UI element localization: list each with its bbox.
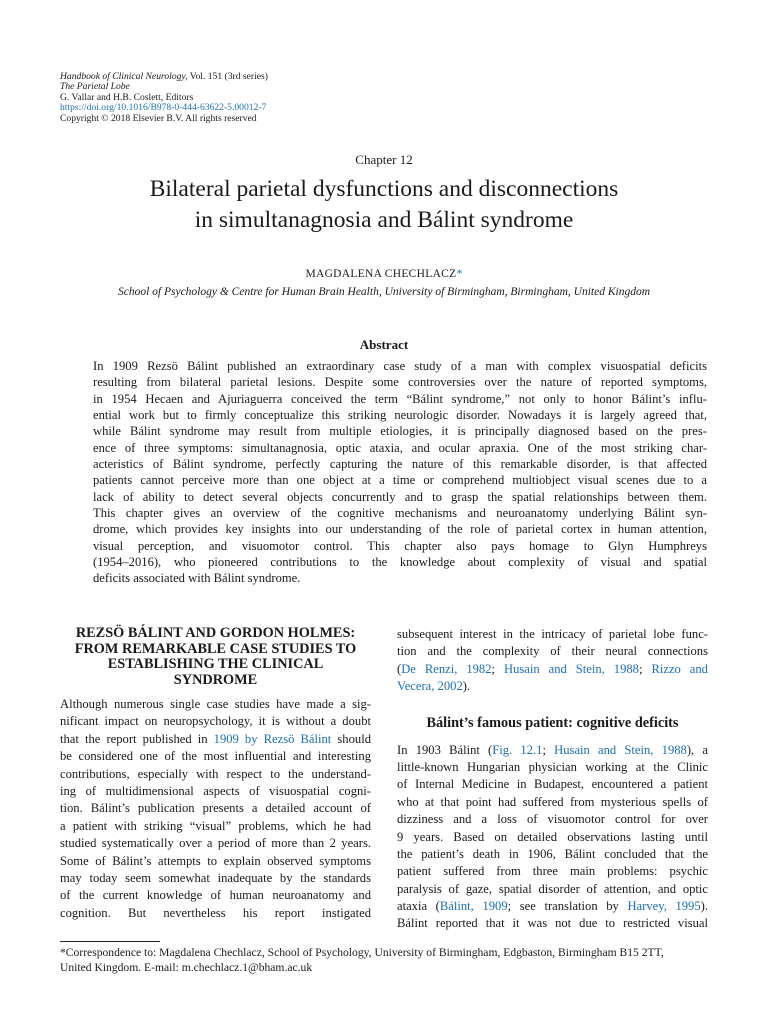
title-line: in simultanagnosia and Bálint syndrome	[194, 207, 574, 233]
abstract-line: drome, which provides key insights into our understanding of the role of parietal cortex in human attention,	[93, 522, 707, 537]
body-text: ;	[638, 661, 652, 676]
body-line: tion and the complexity of their neural connections	[397, 644, 708, 659]
chapter-number: Chapter 12	[355, 152, 413, 167]
abstract-body	[93, 358, 707, 587]
body-line: may today seem somewhat inadequate by the standards	[60, 870, 371, 885]
body-line: contributions, especially with respect to the understand-	[60, 766, 371, 781]
body-line: tion. Bálint’s publication presents a detailed account of	[60, 801, 371, 816]
abstract-line: This chapter gives an overview of the cognitive mechanisms and neuroanatomy underlying Bálint syn-	[93, 506, 707, 521]
section-heading-line: FROM REMARKABLE CASE STUDIES TO	[74, 640, 357, 657]
figure-link[interactable]: Fig. 12.1	[492, 742, 543, 757]
body-line: who at that point had suffered from mysterious spells of	[397, 794, 708, 809]
body-line: dizziness and a loss of visuomotor control for over	[397, 812, 708, 827]
body-line: a patient with striking “visual” problems, which he had	[60, 818, 371, 833]
abstract-line: lack of ability to detect several objects concurrently and to grasp the spatial relationships between them.	[93, 489, 707, 504]
body-line	[397, 661, 708, 678]
body-text: ; see translation by	[507, 899, 628, 914]
affiliation: School of Psychology & Centre for Human Brain Health, University of Birmingham, Birmingham, United Kingdom	[117, 286, 651, 298]
body-line	[397, 742, 708, 759]
subsection-body	[397, 742, 708, 933]
body-line: paralysis of gaze, spatial disorder of attention, and optic	[397, 881, 708, 896]
citation-link[interactable]: Rizzo and	[651, 661, 708, 676]
doi-link[interactable]: https://doi.org/10.1016/B978-0-444-63622-5.00012-7	[60, 102, 267, 114]
citation-link[interactable]: De Renzi, 1982	[401, 661, 492, 676]
section-heading-line: ESTABLISHING THE CLINICAL	[107, 656, 324, 672]
volume-info: Vol. 151 (3rd series)	[189, 71, 268, 82]
body-text: In 1903 Bálint (	[397, 742, 493, 757]
section-heading-line: REZSÖ BÁLINT AND GORDON HOLMES:	[75, 625, 356, 641]
body-text: ).	[462, 679, 471, 694]
right-column	[397, 626, 708, 933]
body-line: of the current knowledge of human neuroanatomy and	[60, 888, 371, 903]
body-text: should	[337, 731, 371, 746]
body-line: ing of multidimensional aspects of visuospatial cogni-	[60, 783, 371, 798]
abstract-line: ential work but to firmly conceptualize this striking neurologic disorder. Nowadays it is largely agreed that,	[93, 408, 707, 423]
abstract-line: deficits associated with Bálint syndrome.	[93, 571, 301, 586]
abstract-line: patients cannot perceive more than one object at a time or comprehend multiobject visual scenes due to a	[93, 473, 707, 488]
abstract-heading: Abstract	[359, 337, 409, 352]
footnote	[60, 945, 710, 976]
body-line: studied systematically over a period of more than 2 years.	[60, 836, 371, 851]
abstract-line: while Bálint syndrome may result from multiple etiologies, it is principally diagnosed based on the pres-	[93, 424, 707, 439]
footnote-line: *Correspondence to: Magdalena Chechlacz, School of Psychology, University of Birmingham, Edgbaston, Birmingham B15 2TT,	[60, 946, 664, 959]
abstract-line: acteristics of Bálint syndrome, perfectly capturing the nature of this remarkable disorder, is that affected	[93, 457, 707, 472]
author-name: MAGDALENA CHECHLACZ	[305, 268, 457, 280]
body-line: Bálint reported that it was not due to restricted visual	[397, 916, 708, 931]
body-text: that the report published in	[60, 731, 208, 746]
section-body	[60, 696, 371, 922]
left-column	[60, 626, 371, 922]
body-line: nificant impact on neuropsychology, it is without a doubt	[60, 714, 371, 729]
correspondence-mark-link[interactable]: *	[456, 268, 463, 280]
body-line: cognition. But nevertheless his report instigated	[60, 905, 371, 920]
body-line: subsequent interest in the intricacy of parietal lobe func-	[397, 627, 708, 641]
citation-link[interactable]: Bálint, 1909	[439, 899, 508, 914]
continued-paragraph	[397, 626, 708, 696]
journal-name: Handbook of Clinical Neurology,	[60, 71, 188, 82]
subsection-heading: Bálint’s famous patient: cognitive deficits	[426, 714, 679, 731]
citation-link[interactable]: Vecera, 2002	[397, 679, 463, 694]
book-title: The Parietal Lobe	[60, 81, 130, 93]
author-line	[0, 268, 768, 280]
citation-link[interactable]: Husain and Stein, 1988	[504, 661, 639, 676]
body-line	[397, 678, 708, 695]
publication-header	[60, 72, 268, 124]
body-line	[397, 898, 708, 915]
abstract-line: ence of three symptoms: simultanagnosia, optic ataxia, and ocular apraxia. One of the most striking char-	[93, 440, 707, 455]
editors: G. Vallar and H.B. Coslett, Editors	[60, 91, 194, 103]
copyright: Copyright © 2018 Elsevier B.V. All rights reserved	[60, 112, 257, 124]
section-heading	[60, 626, 371, 688]
chapter-title	[0, 174, 768, 236]
body-text: ataxia (	[397, 899, 440, 914]
title-line: Bilateral parietal dysfunctions and disconnections	[149, 176, 619, 202]
citation-link[interactable]: Husain and Stein, 1988	[554, 742, 687, 757]
citation-link[interactable]: 1909 by Rezsö Bálint	[213, 731, 332, 746]
abstract-line: In 1909 Rezsö Bálint published an extraordinary case study of a man with complex visuospatial deficits	[93, 359, 707, 373]
abstract-line: visual perception, and visuomotor control. This chapter also pays homage to Glyn Humphreys	[93, 538, 707, 553]
body-text: ).	[700, 899, 708, 914]
body-text: ), a	[686, 742, 708, 757]
body-line: 9 years. Based on detailed observations lasting until	[397, 829, 708, 844]
body-line: Some of Bálint’s attempts to explain observed symptoms	[60, 853, 371, 868]
body-text: ;	[542, 742, 555, 757]
footnote-divider	[60, 941, 160, 942]
footnote-line: United Kingdom. E-mail: m.chechlacz.1@bham.ac.uk	[60, 961, 313, 975]
body-line: Although numerous single case studies have made a sig-	[60, 697, 371, 711]
abstract-line: resulting from bilateral parietal lesions. Despite some controversies over the nature of reported symptoms,	[93, 375, 707, 390]
abstract-line: in 1954 Hecaen and Ajuriaguerra conceived the term “Bálint syndrome,” not only to honor Bálint’s influ-	[93, 391, 707, 406]
citation-link[interactable]: Harvey, 1995	[627, 899, 701, 914]
abstract-line: (1954–2016), who pioneered contributions to the knowledge about complexity of visual and spatial	[93, 555, 707, 570]
body-text: ;	[491, 661, 504, 676]
body-line: patient suffered from three main problems: psychic	[397, 864, 708, 879]
section-heading-line: SYNDROME	[173, 671, 258, 688]
body-line: of Internal Medicine in Budapest, encountered a patient	[397, 777, 708, 792]
body-line: be considered one of the most influential and interesting	[60, 749, 371, 764]
body-line	[60, 731, 371, 748]
body-text: (	[397, 661, 402, 676]
body-line: the patient’s death in 1906, Bálint concluded that the	[397, 846, 708, 861]
body-line: little-known Hungarian physician working at the Clinic	[397, 759, 708, 774]
